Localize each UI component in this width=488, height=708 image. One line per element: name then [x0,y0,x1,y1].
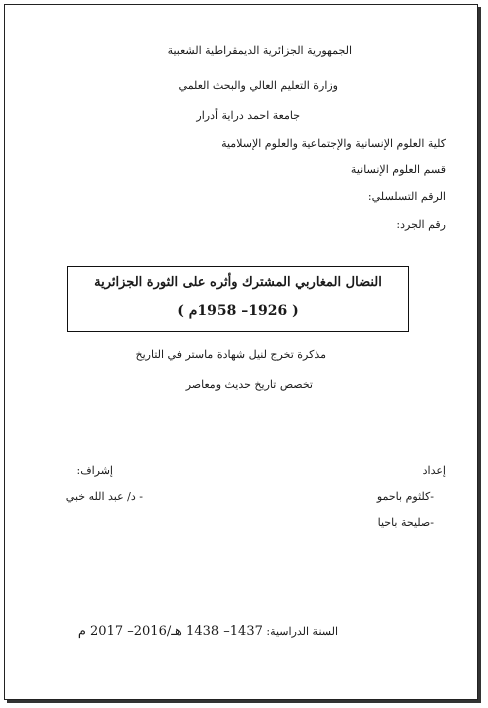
student-name: -صليحة باحيا [377,516,434,529]
inventory-number-label: رقم الجرد: [396,218,446,231]
thesis-specialization: تخصص تاريخ حديث ومعاصر [185,378,313,391]
department-name: قسم العلوم الإنسانية [350,163,446,176]
supervision-label: إشراف: [76,464,113,477]
republic-header: الجمهورية الجزائرية الديمقراطية الشعبية [167,44,352,57]
academic-year [78,624,338,640]
thesis-title: النضال المغاربي المشترك وأثره على الثورة الجزائرية [94,275,382,290]
prepared-by-label: إعداد [422,464,446,477]
thesis-degree-statement: مذكرة تخرج لنيل شهادة ماستر في التاريخ [135,348,326,361]
ministry-header: وزارة التعليم العالي والبحث العلمي [178,79,338,92]
serial-number-label: الرقم التسلسلي: [367,190,446,203]
academic-year-value: 1437– 1438 هـ/2016– 2017 م [77,624,263,639]
supervisor-name: - د/ عبد الله خبي [65,490,143,503]
student-name: -كلثوم باحمو [376,490,434,503]
thesis-period: ( 1926– 1958م ) [177,303,299,319]
thesis-title-box [67,266,409,332]
university-name: جامعة احمد دراية أدرار [196,109,300,122]
academic-year-label: السنة الدراسية: [266,625,338,638]
faculty-name: كلية العلوم الإنسانية والإجتماعية والعلوم الإسلامية [221,137,446,150]
